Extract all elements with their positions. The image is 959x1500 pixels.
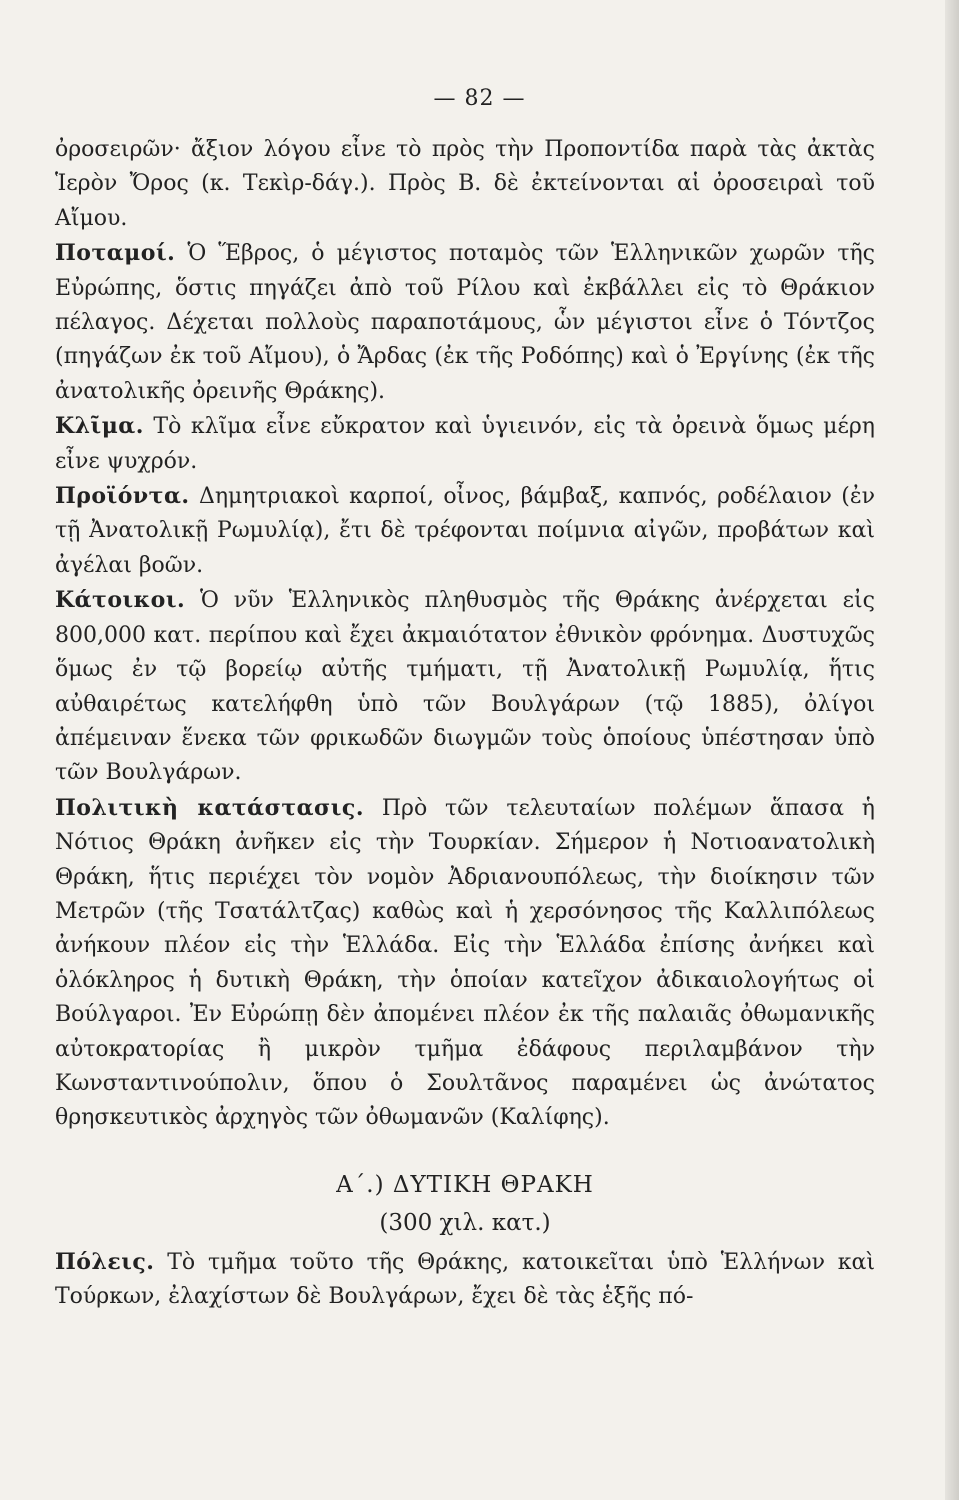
page-edge xyxy=(945,0,959,1500)
body-text xyxy=(55,133,875,1314)
paragraph-rivers xyxy=(55,236,875,409)
paragraph-heading: Ποταμοί. xyxy=(55,240,176,267)
paragraph-heading: Κλῖμα. xyxy=(55,413,144,440)
paragraph-climate xyxy=(55,409,875,479)
paragraph-heading: Πολιτικὴ κατάστασις. xyxy=(55,794,364,821)
paragraph-text: Ὁ Ἕβρος, ὁ μέγιστος ποταμὸς τῶν Ἑλληνικῶν χωρῶν τῆς Εὐρώπης, ὅστις πηγάζει ἀπὸ τοῦ Ρίλου καὶ ἐκβάλλει εἰς τὸ Θράκιον πέλαγος. Δέχεται πολλοὺς παραποτάμους, ὧν μέγιστοι εἶνε ὁ Τόντζος (πηγάζων ἐκ τοῦ Αἴμου), ὁ Ἄρδας (ἐκ τῆς Ροδόπης) καὶ ὁ Ἐργίνης (ἐκ τῆς ἀνατολικῆς ὀρεινῆς Θράκης). xyxy=(55,241,875,404)
section-title: Α΄.) ΔΥΤΙΚΗ ΘΡΑΚΗ xyxy=(336,1171,594,1198)
paragraph-inhabitants xyxy=(55,583,875,790)
paragraph-text: Δημητριακοὶ καρποί, οἶνος, βάμβαξ, καπνός, ροδέλαιον (ἐν τῇ Ἀνατολικῇ Ρωμυλίᾳ), ἔτι δὲ τρέφονται ποίμνια αἰγῶν, προβάτων καὶ ἀγέλαι βοῶν. xyxy=(55,484,875,578)
paragraph-political xyxy=(55,791,875,1136)
paragraph-text: Πρὸ τῶν τελευταίων πολέμων ἅπασα ἡ Νότιος Θράκη ἀνῆκεν εἰς τὴν Τουρκίαν. Σήμερον ἡ Νοτιοανατολικὴ Θράκη, ἥτις περιέχει τὸν νομὸν Ἀδριανουπόλεως, τὴν διοίκησιν τῶν Μετρῶν (τῆς Τσατάλτζας) καθὼς καὶ ἡ χερσόνησος τῆς Καλλιπόλεως ἀνήκουν πλέον εἰς τὴν Ἑλλάδα. Εἰς τὴν Ἑλλάδα ἐπίσης ἀνήκει καὶ ὁλόκληρος ἡ δυτικὴ Θράκη, τὴν ὁποίαν κατεῖχον ἀδικαιολογήτως οἱ Βούλγαροι. Ἐν Εὐρώπῃ δὲν ἀπομένει πλέον ἐκ τῆς παλαιᾶς ὀθωμανικῆς αὐτοκρατορίας ἢ μικρὸν τμῆμα ἐδάφους περιλαμβάνον τὴν Κωνσταντινούπολιν, ὅπου ὁ Σουλτᾶνος παραμένει ὡς ἀνώτατος θρησκευτικὸς ἀρχηγὸς τῶν ὀθωμανῶν (Καλίφης). xyxy=(55,795,875,1131)
page-number: — 82 — xyxy=(433,86,526,111)
paragraph-heading: Κάτοικοι. xyxy=(55,587,186,614)
intro-paragraph: ὀροσειρῶν· ἄξιον λόγου εἶνε τὸ πρὸς τὴν Προποντίδα παρὰ τὰς ἀκτὰς Ἱερὸν Ὄρος (κ. Τεκὶρ-δάγ.). Πρὸς Β. δὲ ἐκτείνονται αἱ ὀροσειραὶ τοῦ Αἴμου. xyxy=(55,137,875,231)
paragraph-text: Ὁ νῦν Ἑλληνικὸς πληθυσμὸς τῆς Θράκης ἀνέρχεται εἰς 800,000 κατ. περίπου καὶ ἔχει ἀκμαιότατον ἐθνικὸν φρόνημα. Δυστυχῶς ὅμως ἐν τῷ βορείῳ αὐτῆς τμήματι, τῇ Ἀνατολικῇ Ρωμυλίᾳ, ἥτις αὐθαιρέτως κατελήφθη ὑπὸ τῶν Βουλγάρων (τῷ 1885), ὀλίγοι ἀπέμειναν ἕνεκα τῶν φρικωδῶν διωγμῶν τοὺς ὁποίους ὑπέστησαν ὑπὸ τῶν Βουλγάρων. xyxy=(55,588,875,786)
paragraph-products xyxy=(55,479,875,583)
paragraph-heading: Προϊόντα. xyxy=(55,483,190,510)
paragraph-text: Τὸ τμῆμα τοῦτο τῆς Θράκης, κατοικεῖται ὑπὸ Ἑλλήνων καὶ Τούρκων, ἐλαχίστων δὲ Βουλγάρων, ἔχει δὲ τὰς ἑξῆς πό- xyxy=(55,1249,875,1309)
paragraph-text: Τὸ κλῖμα εἶνε εὔκρατον καὶ ὑγιεινόν, εἰς τὰ ὀρεινὰ ὅμως μέρη εἶνε ψυχρόν. xyxy=(55,414,875,474)
paragraph-cities xyxy=(55,1245,875,1315)
section-subtitle: (300 χιλ. κατ.) xyxy=(379,1210,551,1237)
paragraph-heading: Πόλεις. xyxy=(55,1248,155,1275)
